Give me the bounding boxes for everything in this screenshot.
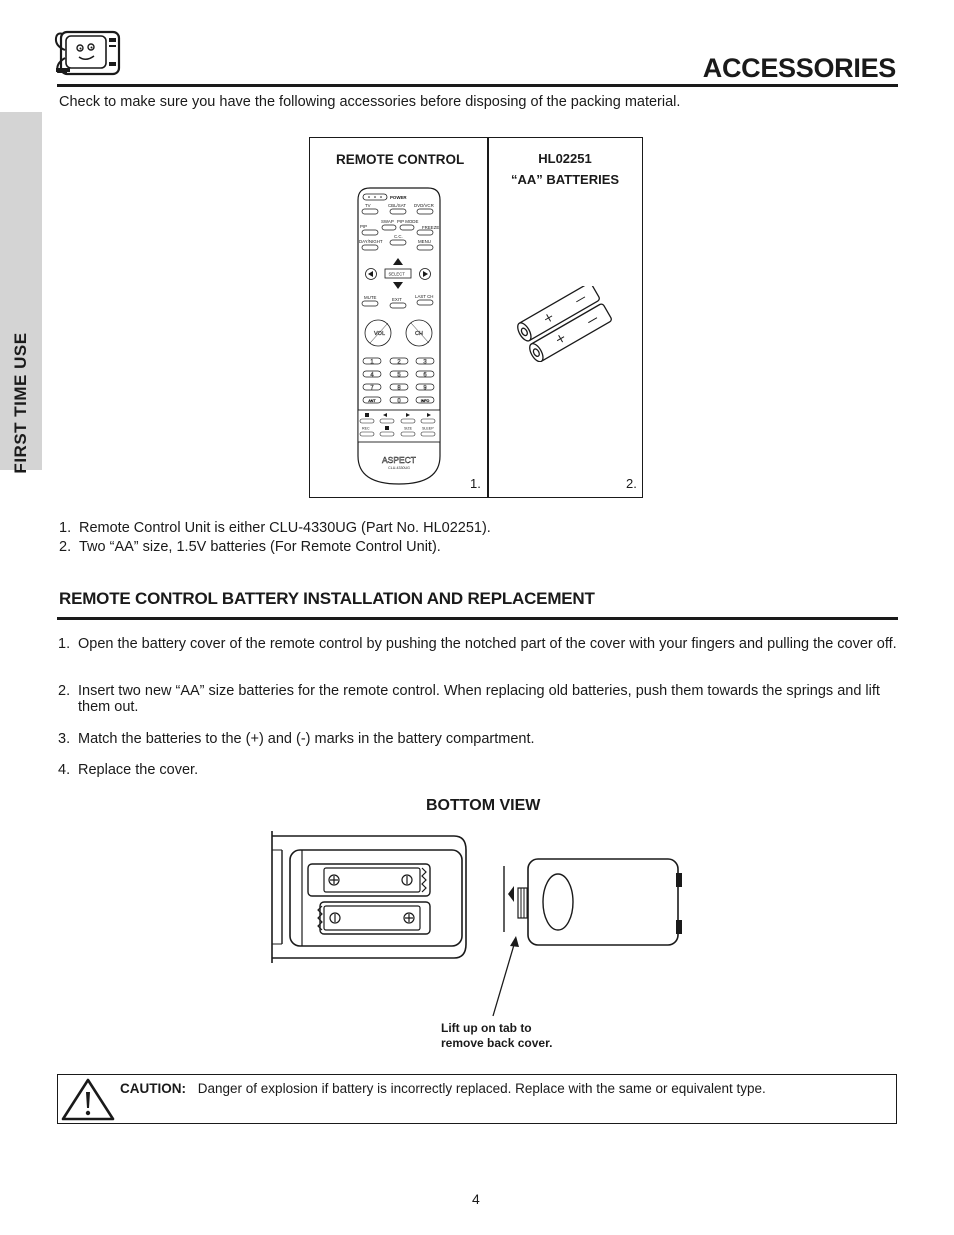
remote-size-label: SIZE bbox=[404, 426, 412, 431]
caution-box bbox=[57, 1074, 897, 1124]
batteries-label: “AA” BATTERIES bbox=[510, 172, 620, 187]
remote-power-label: POWER bbox=[390, 195, 407, 200]
remote-digit-2: 2 bbox=[397, 359, 401, 366]
side-tab-label: FIRST TIME USE bbox=[11, 332, 30, 474]
remote-mute-label: MUTE bbox=[364, 295, 377, 300]
remote-ch-label: CH bbox=[415, 331, 423, 337]
remote-exit-label: EXIT bbox=[392, 297, 402, 302]
remote-digit-5: 5 bbox=[397, 372, 401, 379]
remote-control-illustration bbox=[354, 186, 444, 486]
accessories-box bbox=[309, 137, 643, 498]
page-number: 4 bbox=[472, 1191, 480, 1207]
remote-model-label: CLU-4330UG bbox=[388, 466, 410, 470]
remote-digit-4: 4 bbox=[370, 372, 374, 379]
tab-note bbox=[441, 1021, 552, 1051]
remote-info-label: INFO bbox=[420, 399, 430, 403]
warning-triangle-icon bbox=[60, 1077, 116, 1121]
remote-digit-1: 1 bbox=[370, 359, 374, 366]
remote-digit-7: 7 bbox=[370, 385, 374, 392]
remote-cblsat-label: CBL/SAT bbox=[388, 203, 406, 208]
remote-cc-label: C.C. bbox=[394, 234, 403, 239]
list-item bbox=[59, 538, 491, 557]
list-item-number: 2. bbox=[59, 539, 72, 555]
tab-note-line-1: Lift up on tab to bbox=[441, 1021, 532, 1035]
remote-menu-label: MENU bbox=[418, 239, 431, 244]
accessories-divider bbox=[487, 138, 489, 497]
section-heading: REMOTE CONTROL BATTERY INSTALLATION AND REPLACEMENT bbox=[59, 589, 595, 608]
step-item bbox=[58, 762, 898, 778]
list-item bbox=[59, 519, 491, 538]
remote-vol-label: VOL bbox=[374, 331, 386, 337]
title-divider bbox=[57, 84, 898, 87]
list-item-number: 1. bbox=[59, 520, 72, 536]
remote-pipmode-label: PIP MODE bbox=[397, 219, 419, 224]
step-item bbox=[58, 636, 898, 652]
side-tab bbox=[0, 112, 42, 474]
aa-batteries-illustration bbox=[516, 286, 616, 362]
list-item-text: Two “AA” size, 1.5V batteries (For Remote Control Unit). bbox=[79, 539, 441, 555]
remote-sleep-label: SLEEP bbox=[422, 426, 434, 431]
step-number: 3. bbox=[58, 731, 71, 747]
tab-note-line-2: remove back cover. bbox=[441, 1036, 553, 1050]
step-text: Replace the cover. bbox=[78, 762, 199, 778]
caution-message: Danger of explosion if battery is incorrectly replaced. Replace with the same or equivalent type. bbox=[197, 1081, 766, 1096]
tv-mascot-icon bbox=[53, 28, 123, 78]
item-number-2: 2. bbox=[626, 476, 637, 491]
step-item bbox=[58, 683, 898, 715]
remote-digit-6: 6 bbox=[423, 372, 427, 379]
remote-freeze-label: FREEZE bbox=[422, 225, 440, 230]
step-number: 2. bbox=[58, 683, 71, 699]
remote-tv-label: TV bbox=[365, 203, 371, 208]
remote-pip-label: PIP bbox=[360, 224, 368, 229]
remote-ant-label: ANT bbox=[368, 399, 376, 403]
section-divider bbox=[57, 617, 898, 620]
battery-part-number: HL02251 bbox=[538, 151, 592, 166]
remote-brand-label: ASPECT bbox=[381, 455, 417, 465]
remote-digit-3: 3 bbox=[423, 359, 427, 366]
remote-control-label: REMOTE CONTROL bbox=[336, 152, 465, 167]
remote-dvdvcr-label: DVD/VCR bbox=[414, 203, 434, 208]
step-item bbox=[58, 731, 898, 747]
bottom-view-label: BOTTOM VIEW bbox=[426, 797, 541, 814]
caution-text bbox=[120, 1081, 766, 1096]
remote-lastch-label: LAST CH bbox=[415, 294, 434, 299]
remote-daynight-label: DAY/NIGHT bbox=[359, 239, 383, 244]
step-number: 4. bbox=[58, 762, 71, 778]
step-text: Insert two new “AA” size batteries for the remote control. When replacing old batteries, push them towards the springs and lift them out. bbox=[78, 683, 880, 715]
step-number: 1. bbox=[58, 636, 71, 652]
page-title: ACCESSORIES bbox=[702, 53, 896, 83]
remote-rec-label: REC bbox=[362, 426, 370, 431]
step-text: Match the batteries to the (+) and (-) marks in the battery compartment. bbox=[78, 731, 535, 747]
remote-digit-8: 8 bbox=[397, 385, 401, 392]
list-item-text: Remote Control Unit is either CLU-4330UG (Part No. HL02251). bbox=[79, 520, 491, 536]
remote-swap-label: SWAP bbox=[381, 219, 394, 224]
remote-digit-0: 0 bbox=[397, 398, 401, 405]
item-number-1: 1. bbox=[470, 476, 481, 491]
intro-text: Check to make sure you have the following accessories before disposing of the packing material. bbox=[59, 94, 681, 110]
caution-label: CAUTION: bbox=[120, 1081, 186, 1096]
accessory-list bbox=[59, 519, 491, 557]
remote-digit-9: 9 bbox=[423, 385, 427, 392]
bottom-view-illustration bbox=[268, 828, 688, 1020]
remote-select-label: SELECT bbox=[388, 271, 405, 277]
step-text: Open the battery cover of the remote control by pushing the notched part of the cover with your fingers and pulling the cover off. bbox=[78, 636, 897, 652]
